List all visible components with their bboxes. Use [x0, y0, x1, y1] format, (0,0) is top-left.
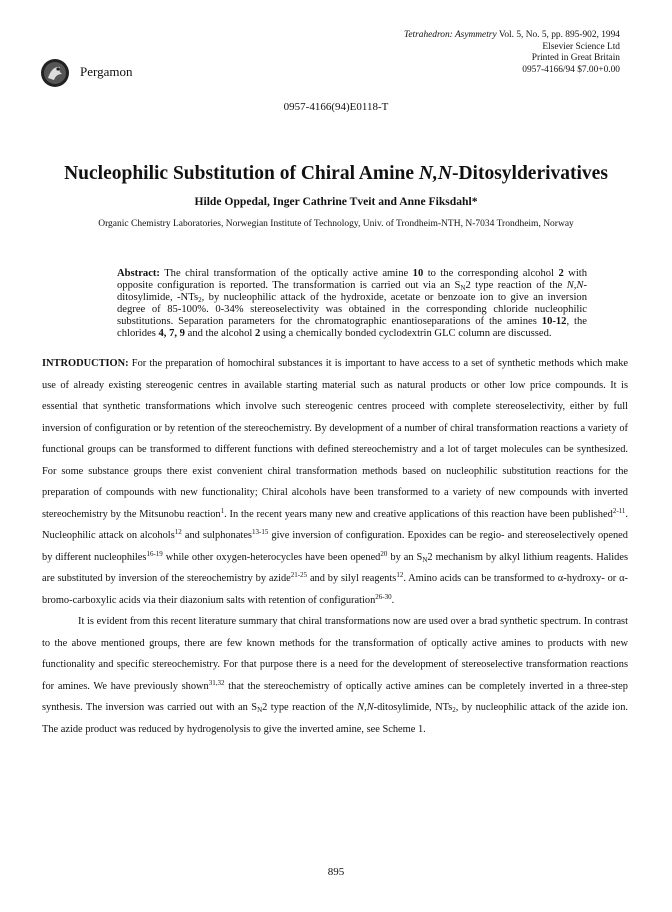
paragraph-text: that the stereochemistry of optically active amines can be completely inverted in a three-step synthesis. The inversion was carried out with an S: [42, 680, 628, 713]
intro-paragraph: [42, 353, 628, 611]
paragraph-text: For the preparation of homochiral substances it is important to have access to a set of synthetic methods which make use of already existing stereogenic centres in available starting material such as natural products or other low price compounds. It is essential that synthetic transformations which involve such stereogenic centres proceed with complete stereoselectivity, either by full inversion of configuration or by retention of the stereochemistry. By development of a number of chiral transformation reactions a variety of functional groups can be transformed to different functions with defined stereochemistry and a lot of target molecules can be synthesized. For some substance groups there exist convenient chiral transformation methods based on nucleophilic substitution reactions for the preparation of compounds with new functionality; Chiral alcohols have been transformed to a variety of new compounds with inverted stereochemistry by the Mitsunobu reaction: [42, 358, 628, 520]
second-paragraph: [42, 611, 628, 740]
abstract-text: The chiral transformation of the optically active amine: [159, 268, 413, 279]
paragraph-text: 2 type reaction of the: [262, 702, 358, 713]
title-italic: N,N: [418, 163, 452, 184]
affiliation: Organic Chemistry Laboratories, Norwegian Institute of Technology, Univ. of Trondheim-NTH, N-7034 Trondheim, Norway: [98, 219, 574, 229]
abstract-text: , by nucleophilic attack of the hydroxide, acetate or benzoate ion to give an inversion degree of 85-100%. 0-34% stereoselectivity was obtained in the corresponding chloride nucleophilic substitutions. Separation parameters for the chromatographic enantioseparations of the amines: [117, 292, 587, 327]
pergamon-logo-icon: [40, 58, 70, 88]
subscript: N: [422, 555, 428, 564]
journal-info: [404, 30, 620, 76]
journal-line-4: 0957-4166/94 $7.00+0.00: [522, 64, 620, 75]
compound-ref: 10: [412, 268, 424, 279]
title-part-2: -Ditosylderivatives: [451, 163, 608, 184]
abstract-text: 2 type reaction of the: [465, 280, 567, 291]
compound-ref: 10-12: [541, 316, 567, 327]
paragraph-text: -ditosylimide, NTs: [373, 702, 453, 713]
publisher-name: Pergamon: [80, 64, 133, 79]
subscript: 2: [452, 706, 456, 714]
paragraph-text: and sulphonates: [181, 530, 252, 541]
paragraph-text: by an S: [387, 551, 423, 563]
compound-ref: 4, 7, 9: [158, 328, 185, 339]
section-heading: INTRODUCTION:: [42, 358, 129, 369]
paragraph-text: while other oxygen-heterocycles have been opened: [162, 551, 381, 563]
paragraph-text: give inversion of configuration. Epoxides can be regio- and stereoselectively opened by different nucleophiles: [42, 530, 628, 563]
compound-ref: 2: [558, 268, 564, 279]
journal-line-2: Elsevier Science Ltd: [542, 41, 620, 52]
citation-ref: 21-25: [290, 571, 308, 579]
subscript: N: [257, 706, 263, 714]
paragraph-text: . Nucleophilic attack on alcohols: [42, 508, 628, 541]
abstract-text: with opposite configuration is reported. The transformation is carried out via an S: [117, 268, 588, 291]
citation-ref: 12: [174, 528, 182, 536]
citation-ref: 12: [396, 571, 404, 579]
journal-line-3: Printed in Great Britain: [531, 53, 620, 64]
abstract-text: -ditosylimide, -NTs: [117, 280, 587, 303]
article-title: [0, 163, 672, 185]
abstract-text: , the chlorides: [117, 316, 587, 339]
abstract-label: Abstract:: [117, 268, 160, 279]
paragraph-text: and by silyl reagents: [307, 573, 397, 584]
abstract-text: to the corresponding alcohol: [423, 268, 559, 279]
subscript: N: [460, 284, 466, 292]
paragraph-text: .: [391, 594, 395, 606]
abstract-text: and the alcohol: [184, 328, 255, 339]
paragraph-text: It is evident from this recent literature summary that chiral transformations now are used over a brad synthetic spectrum. In contrast to the above mentioned groups, there are few known methods for the transformation of optically active amines to products with new functionality and specific stereochemistry. For that purpose there is a need for the development of stereoselective transformation reactions for amines. We have previously shown: [42, 616, 628, 692]
paragraph-text: 2 mechanism by alkyl lithium reagents. Halides are substituted by inversion of the stereochemistry by azide: [42, 551, 628, 584]
italic-text: N,N: [357, 702, 374, 713]
citation-ref: 16-19: [146, 549, 163, 558]
citation-ref: 1: [220, 506, 225, 515]
journal-name: Tetrahedron: Asymmetry: [404, 30, 497, 40]
paragraph-text: , by nucleophilic attack of the azide ion. The azide product was reduced by hydrogenolysis to give the inverted amine, see Scheme 1.: [42, 702, 629, 735]
paragraph-text: . Amino acids can be transformed to α-hydroxy- or α-bromo-carboxylic acids via their diazonium salts with retention of configuration: [42, 573, 628, 606]
abstract: [117, 268, 587, 340]
title-part-1: Nucleophilic Substitution of Chiral Amine: [64, 163, 419, 184]
journal-citation: [404, 30, 620, 42]
paragraph-text: . In the recent years many new and creative applications of this reaction have been published: [224, 508, 613, 520]
citation-ref: 31,32: [208, 678, 225, 687]
body-text: [42, 353, 628, 740]
citation-ref: 2-11: [612, 506, 626, 515]
abstract-text: using a chemically bonded cyclodextrin GLC column are discussed.: [260, 328, 552, 339]
italic-text: N,N: [566, 280, 584, 291]
journal-volume: Vol. 5, No. 5, pp. 895-902, 1994: [498, 30, 620, 40]
page-number: 895: [327, 866, 345, 878]
citation-ref: 20: [380, 549, 388, 558]
subscript: 2: [198, 296, 202, 304]
article-identifier: 0957-4166(94)E0118-T: [283, 101, 389, 113]
citation-ref: 13-15: [251, 528, 269, 536]
compound-ref: 2: [254, 328, 261, 339]
author-list: Hilde Oppedal, Inger Cathrine Tveit and Anne Fiksdahl*: [194, 195, 478, 208]
citation-ref: 26-30: [375, 592, 392, 601]
